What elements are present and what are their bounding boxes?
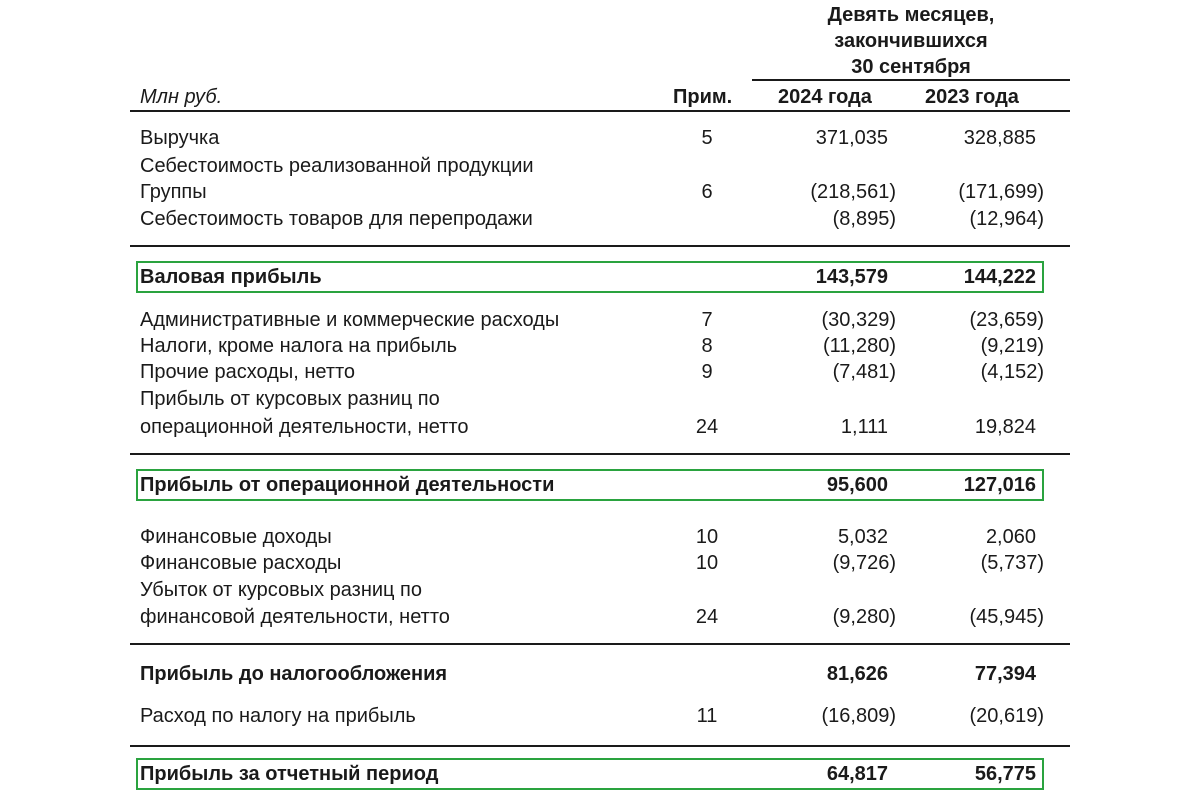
value-2023: (9,219) [980, 335, 1044, 357]
row-note: 8 [701, 335, 713, 357]
value-2023: 77,394 [974, 663, 1036, 685]
value-2023: 2,060 [985, 526, 1036, 548]
value-2023: (4,152) [980, 361, 1044, 383]
row-label: Прибыль от курсовых разниц по [140, 388, 440, 410]
table-row [0, 577, 1200, 603]
column-header-2023: 2023 года [925, 86, 1019, 108]
row-note: 6 [701, 181, 713, 203]
row-label: Налоги, кроме налога на прибыль [140, 335, 458, 357]
column-header-2024: 2024 года [778, 86, 872, 108]
row-label: Финансовые доходы [140, 526, 332, 548]
value-2023: 19,824 [974, 416, 1036, 438]
row-label: Группы [140, 181, 207, 203]
table-row [0, 307, 1200, 333]
row-label: Убыток от курсовых разниц по [140, 579, 423, 601]
row-label: Административные и коммерческие расходы [140, 309, 560, 331]
row-note: 10 [695, 552, 719, 574]
value-2024: 64,817 [826, 763, 888, 785]
value-2024: 371,035 [815, 127, 888, 149]
table-row [0, 125, 1200, 151]
row-label: Прочие расходы, нетто [140, 361, 356, 383]
value-2024: 5,032 [837, 526, 888, 548]
table-row [0, 333, 1200, 359]
value-2024: 81,626 [826, 663, 888, 685]
value-2024: (9,726) [832, 552, 896, 574]
table-row [0, 206, 1200, 232]
table-row [0, 386, 1200, 412]
period-line: закончившихся [834, 30, 988, 52]
table-row [0, 264, 1200, 290]
period-line: 30 сентября [851, 56, 971, 78]
value-2023: 127,016 [963, 474, 1036, 496]
row-note: 7 [701, 309, 713, 331]
value-2024: (8,895) [832, 208, 896, 230]
row-label: Себестоимость реализованной продукции [140, 155, 534, 177]
row-label: Прибыль от операционной деятельности [140, 474, 555, 496]
value-2024: (11,280) [822, 335, 896, 357]
row-label: Прибыль до налогообложения [140, 663, 448, 685]
value-2024: (7,481) [832, 361, 896, 383]
period-rule [752, 79, 1070, 81]
table-row [0, 703, 1200, 729]
value-2024: (9,280) [832, 606, 896, 628]
table-row [0, 153, 1200, 179]
row-note: 9 [701, 361, 713, 383]
table-row [0, 524, 1200, 550]
value-2024: 143,579 [815, 266, 888, 288]
row-note: 10 [695, 526, 719, 548]
value-2023: (12,964) [969, 208, 1044, 230]
note-column-header: Прим. [673, 86, 733, 108]
table-row [0, 414, 1200, 440]
period-header [752, 2, 1070, 80]
row-label: операционной деятельности, нетто [140, 416, 469, 438]
row-note: 5 [701, 127, 713, 149]
value-2023: (45,945) [969, 606, 1044, 628]
value-2024: (218,561) [810, 181, 896, 203]
row-note: 24 [695, 606, 719, 628]
table-row [0, 179, 1200, 205]
section-rule [130, 453, 1070, 455]
row-label: Финансовые расходы [140, 552, 342, 574]
row-label: Прибыль за отчетный период [140, 763, 439, 785]
unit-label: Млн руб. [140, 86, 223, 108]
section-rule [130, 745, 1070, 747]
value-2023: (23,659) [969, 309, 1044, 331]
row-label: финансовой деятельности, нетто [140, 606, 450, 628]
row-label: Себестоимость товаров для перепродажи [140, 208, 533, 230]
value-2023: 56,775 [974, 763, 1036, 785]
header-rule [130, 110, 1070, 112]
row-note: 24 [695, 416, 719, 438]
table-row [0, 550, 1200, 576]
value-2024: (30,329) [821, 309, 896, 331]
value-2023: (5,737) [980, 552, 1044, 574]
table-row [0, 472, 1200, 498]
value-2024: 1,111 [840, 416, 888, 438]
value-2023: (20,619) [969, 705, 1044, 727]
value-2023: (171,699) [958, 181, 1044, 203]
row-label: Выручка [140, 127, 220, 149]
table-row [0, 761, 1200, 787]
row-label: Расход по налогу на прибыль [140, 705, 416, 727]
row-note: 11 [696, 705, 718, 727]
row-label: Валовая прибыль [140, 266, 322, 288]
value-2023: 144,222 [963, 266, 1036, 288]
section-rule [130, 245, 1070, 247]
table-row [0, 604, 1200, 630]
period-line: Девять месяцев, [827, 4, 995, 26]
section-rule [130, 643, 1070, 645]
value-2024: (16,809) [821, 705, 896, 727]
table-row [0, 661, 1200, 687]
value-2023: 328,885 [963, 127, 1036, 149]
value-2024: 95,600 [826, 474, 888, 496]
table-row [0, 359, 1200, 385]
